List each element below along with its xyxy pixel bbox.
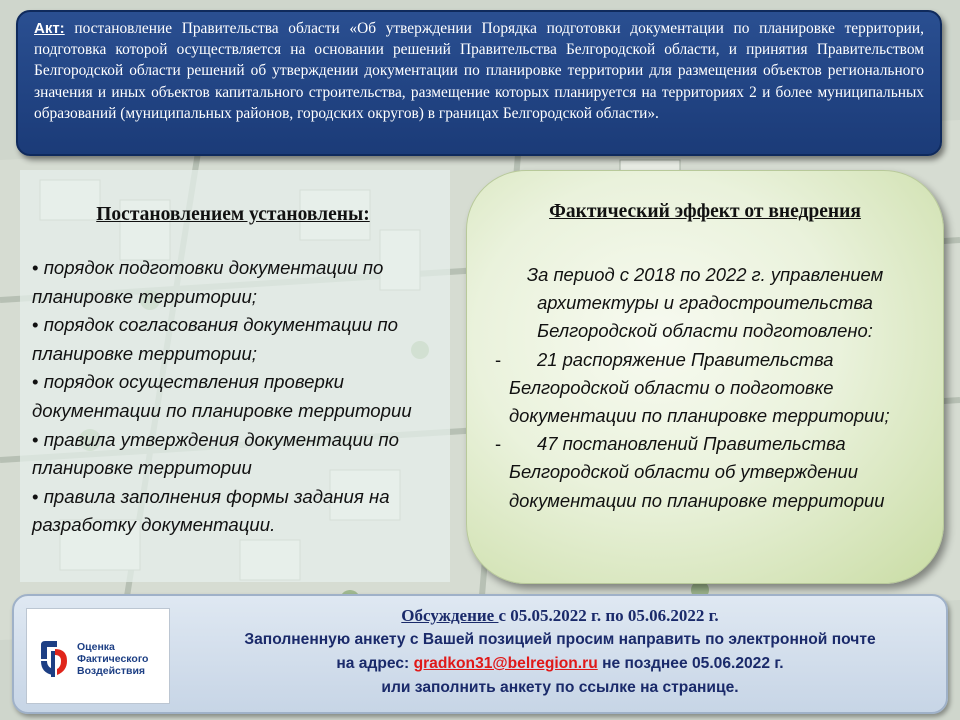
dash-mark: - xyxy=(495,433,502,455)
ofv-logo-icon xyxy=(37,639,73,679)
logo-line-2: Фактического xyxy=(77,653,149,666)
act-text: постановление Правительства области «Об утверждении Порядка подготовки документации по планировке территории, подготовка которой осуществляется на основании решений Правительства Белгородской области, и принятия Правительством Белгородской области решений об утверждении документации по планировке территории для размещения объектов регионального значения и иных объектов капитального строительства, размещение которых планируется на территориях 2 и более муниципальных образований (муниципальных районов, городских округов) в границах Белгородской области». xyxy=(34,20,924,122)
dash-mark: - xyxy=(495,348,502,370)
act-description-box xyxy=(16,10,942,156)
discussion-label: Обсуждение xyxy=(401,606,499,625)
discussion-dates: с 05.05.2022 г. по 05.06.2022 г. xyxy=(498,606,719,625)
act-label: Акт: xyxy=(34,20,65,37)
list-item-text: порядок подготовки документации по планировке территории; xyxy=(32,257,384,307)
list-item-text: порядок согласования документации по планировке территории; xyxy=(32,314,398,364)
email-link[interactable]: gradkon31@belregion.ru xyxy=(413,655,598,672)
discussion-email-line xyxy=(180,652,940,676)
list-item xyxy=(32,368,434,425)
effect-intro: За период с 2018 по 2022 г. управлением архитектуры и градостроительства Белгородской области подготовлено: xyxy=(526,264,884,342)
list-item xyxy=(481,346,929,431)
discussion-text xyxy=(180,604,940,700)
discussion-period xyxy=(180,604,940,628)
list-item-text: 47 постановлений Правительства Белгородской области об утверждении документации по планировке территории xyxy=(509,433,885,511)
list-item xyxy=(32,426,434,483)
actual-effect-panel xyxy=(466,170,944,584)
list-item xyxy=(32,311,434,368)
bullet-mark: • xyxy=(32,314,39,336)
logo-text xyxy=(77,641,148,678)
effect-results-list xyxy=(481,346,929,515)
list-item-text: правила утверждения документации по планировке территории xyxy=(32,428,399,479)
logo-line-3: Воздействия xyxy=(77,665,146,678)
discussion-link-line: или заполнить анкету по ссылке на странице. xyxy=(381,679,739,696)
list-item-text: порядок осуществления проверки документации по планировке территории xyxy=(32,371,412,421)
list-item-text: правила заполнения формы задания на разработку документации. xyxy=(32,485,390,536)
list-item-text: 21 распоряжение Правительства Белгородской области о подготовке документации по планировке территории; xyxy=(509,348,890,427)
bullet-mark: • xyxy=(32,257,39,278)
logo-line-1: Оценка xyxy=(77,641,115,653)
list-item xyxy=(32,483,434,540)
bullet-mark: • xyxy=(32,371,39,393)
left-panel-title: Постановлением установлены: xyxy=(96,204,370,225)
ofv-logo xyxy=(26,608,170,704)
right-panel-title: Фактический эффект от внедрения xyxy=(549,201,861,222)
bullet-mark: • xyxy=(32,485,39,507)
established-items-panel xyxy=(20,170,450,582)
established-items-list xyxy=(32,254,434,540)
list-item xyxy=(481,430,929,515)
email-suffix: не позднее 05.06.2022 г. xyxy=(597,655,784,672)
bullet-mark: • xyxy=(32,428,39,450)
discussion-box xyxy=(12,594,948,714)
discussion-instruction: Заполненную анкету с Вашей позицией просим направить по электронной почте xyxy=(244,631,876,648)
email-prefix: на адрес: xyxy=(336,655,414,672)
list-item xyxy=(32,254,434,311)
